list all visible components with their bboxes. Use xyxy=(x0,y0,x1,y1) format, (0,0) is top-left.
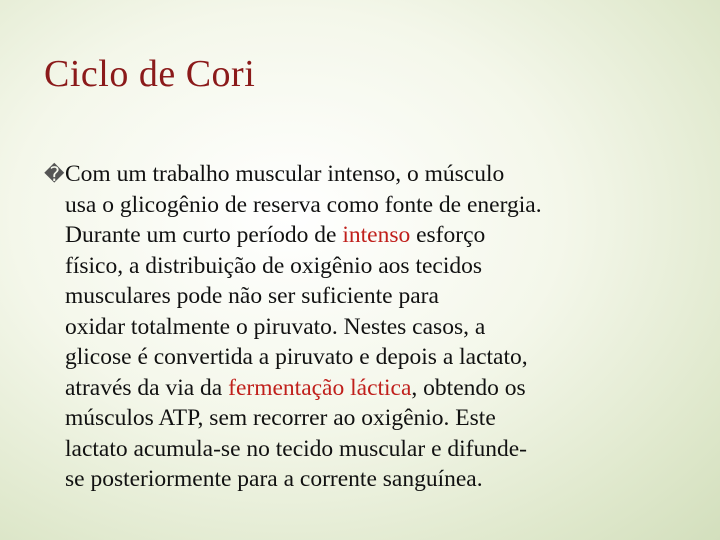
text-line: musculares pode não ser suficiente para xyxy=(65,283,439,309)
text-line: oxidar totalmente o piruvato. Nestes casos, a xyxy=(65,313,486,340)
text-line: lactato acumula-se no tecido muscular e difunde- xyxy=(65,435,527,462)
bullet-icon: � xyxy=(44,162,65,186)
text-line: através da via da fermentação láctica, obtendo os xyxy=(65,374,526,401)
highlight-intenso-link[interactable]: intenso xyxy=(342,222,411,248)
text-line: físico, a distribuição de oxigênio aos tecidos xyxy=(65,252,483,279)
text-line: músculos ATP, sem recorrer ao oxigênio. Este xyxy=(65,405,496,431)
text-line: usa o glicogênio de reserva como fonte de energia. xyxy=(65,191,542,218)
text-line: glicose é convertida a piruvato e depois a lactato, xyxy=(65,344,528,370)
text-line: se posteriormente para a corrente sanguínea. xyxy=(65,466,483,492)
text-line: Durante um curto período de intenso esforço xyxy=(65,222,486,248)
body-paragraph xyxy=(44,159,694,495)
text-line: �Com um trabalho muscular intenso, o músculo xyxy=(44,159,694,190)
slide-title: Ciclo de Cori xyxy=(44,53,256,95)
highlight-fermentacao-link[interactable]: fermentação láctica xyxy=(228,374,412,401)
